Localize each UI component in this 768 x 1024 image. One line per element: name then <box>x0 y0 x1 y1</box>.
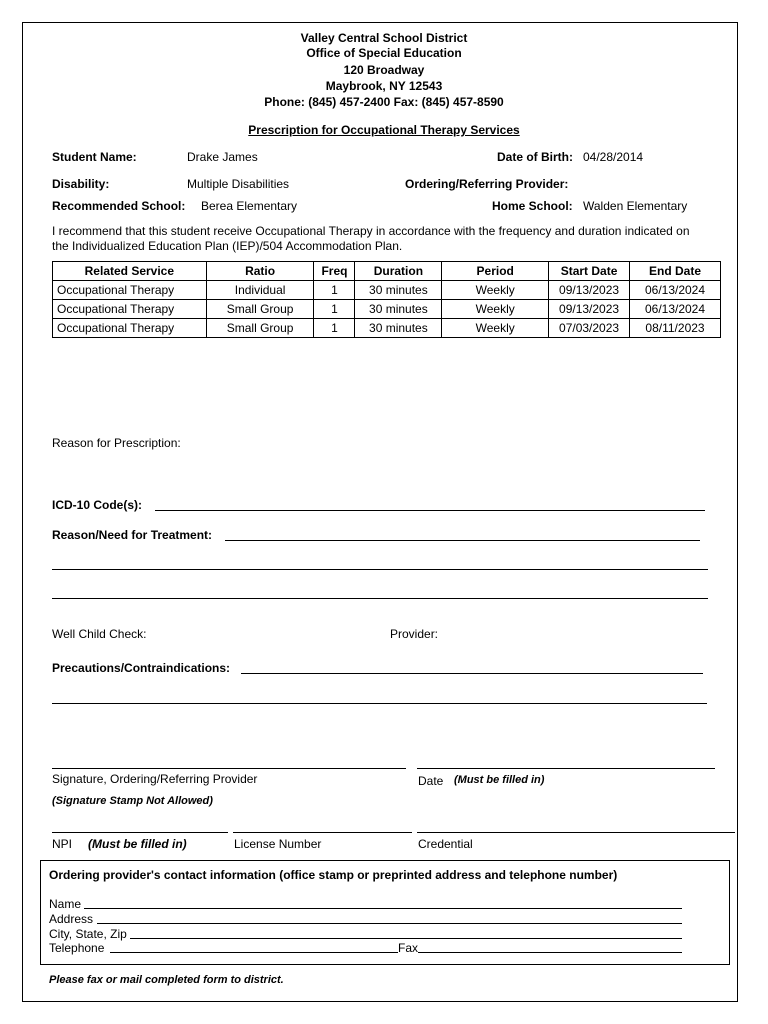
contact-city-label: City, State, Zip <box>49 927 127 941</box>
contact-name-line[interactable] <box>84 908 682 909</box>
phone-fax: Phone: (845) 457-2400 Fax: (845) 457-8590 <box>264 95 504 109</box>
contact-city-line[interactable] <box>130 938 682 939</box>
contact-fax-line[interactable] <box>418 952 682 953</box>
col-header: End Date <box>630 262 721 281</box>
table-cell: 30 minutes <box>355 300 442 319</box>
reason-label: Reason for Prescription: <box>52 436 181 450</box>
table-cell: Individual <box>206 281 314 300</box>
npi-line[interactable] <box>52 832 228 833</box>
table-cell: 1 <box>314 319 355 338</box>
dob-value: 04/28/2014 <box>583 150 644 164</box>
col-header: Freq <box>314 262 355 281</box>
street-address: 120 Broadway <box>343 63 425 77</box>
contact-fax-label: Fax <box>398 941 419 955</box>
contact-address-line[interactable] <box>97 923 682 924</box>
school-label: Recommended School: <box>52 199 186 213</box>
need-input-line[interactable] <box>225 540 700 541</box>
precautions-label: Precautions/Contraindications: <box>52 661 231 675</box>
need-input-line-2[interactable] <box>52 569 708 570</box>
table-cell: 07/03/2023 <box>549 319 630 338</box>
table-cell: 30 minutes <box>355 319 442 338</box>
signature-label: Signature, Ordering/Referring Provider <box>52 772 258 786</box>
table-cell: Occupational Therapy <box>53 319 207 338</box>
table-cell: Small Group <box>206 300 314 319</box>
npi-label: NPI <box>52 837 73 851</box>
table-cell: Weekly <box>442 319 549 338</box>
form-title: Prescription for Occupational Therapy Services <box>248 123 520 137</box>
disability-value: Multiple Disabilities <box>187 177 290 191</box>
well-child-label: Well Child Check: <box>52 627 147 641</box>
table-row <box>53 319 721 338</box>
date-note: (Must be filled in) <box>454 774 545 786</box>
provider2-label: Provider: <box>390 627 439 641</box>
recommend-text-line-1: I recommend that this student receive Occupational Therapy in accordance with the frequency and duration indicated on <box>52 224 690 238</box>
office-name: Office of Special Education <box>306 46 462 60</box>
table-row <box>53 300 721 319</box>
table-cell: Small Group <box>206 319 314 338</box>
home-school-label: Home School: <box>492 199 573 213</box>
license-label: License Number <box>234 837 322 851</box>
table-cell: 09/13/2023 <box>549 281 630 300</box>
provider-label: Ordering/Referring Provider: <box>405 177 569 191</box>
credential-label: Credential <box>418 837 473 851</box>
need-input-line-3[interactable] <box>52 598 708 599</box>
col-header: Period <box>442 262 549 281</box>
icd-input-line[interactable] <box>155 510 705 511</box>
table-cell: 09/13/2023 <box>549 300 630 319</box>
table-cell: 30 minutes <box>355 281 442 300</box>
student-name-label: Student Name: <box>52 150 137 164</box>
contact-telephone-label: Telephone <box>49 941 105 955</box>
table-header-row <box>53 262 721 281</box>
city-address: Maybrook, NY 12543 <box>325 79 443 93</box>
table-cell: Occupational Therapy <box>53 300 207 319</box>
table-cell: Occupational Therapy <box>53 281 207 300</box>
contact-address-label: Address <box>49 912 94 926</box>
license-line[interactable] <box>233 832 412 833</box>
date-label: Date <box>418 774 444 788</box>
contact-name-label: Name <box>49 897 82 911</box>
disability-label: Disability: <box>52 177 110 191</box>
table-cell: 1 <box>314 300 355 319</box>
table-cell: 08/11/2023 <box>630 319 721 338</box>
precautions-input-line-2[interactable] <box>52 703 707 704</box>
home-school-value: Walden Elementary <box>583 199 688 213</box>
need-label: Reason/Need for Treatment: <box>52 528 213 542</box>
table-row <box>53 281 721 300</box>
contact-telephone-line[interactable] <box>110 952 398 953</box>
contact-title: Ordering provider's contact information (office stamp or preprinted address and telephone number) <box>49 868 618 882</box>
table-cell: 06/13/2024 <box>630 281 721 300</box>
credential-line[interactable] <box>417 832 735 833</box>
signature-note: (Signature Stamp Not Allowed) <box>52 795 213 807</box>
dob-label: Date of Birth: <box>497 150 573 164</box>
footer-note: Please fax or mail completed form to district. <box>49 974 284 986</box>
date-line[interactable] <box>417 768 715 769</box>
signature-line[interactable] <box>52 768 406 769</box>
recommend-text-line-2: the Individualized Education Plan (IEP)/504 Accommodation Plan. <box>52 239 403 253</box>
school-value: Berea Elementary <box>201 199 298 213</box>
col-header: Related Service <box>53 262 207 281</box>
precautions-input-line[interactable] <box>241 673 703 674</box>
npi-note: (Must be filled in) <box>88 837 187 851</box>
services-table <box>52 261 721 338</box>
district-name: Valley Central School District <box>300 31 468 45</box>
col-header: Ratio <box>206 262 314 281</box>
table-cell: Weekly <box>442 281 549 300</box>
table-cell: Weekly <box>442 300 549 319</box>
col-header: Duration <box>355 262 442 281</box>
col-header: Start Date <box>549 262 630 281</box>
student-name-value: Drake James <box>187 150 258 164</box>
table-cell: 06/13/2024 <box>630 300 721 319</box>
icd-label: ICD-10 Code(s): <box>52 498 143 512</box>
table-cell: 1 <box>314 281 355 300</box>
form-page <box>22 22 738 1002</box>
